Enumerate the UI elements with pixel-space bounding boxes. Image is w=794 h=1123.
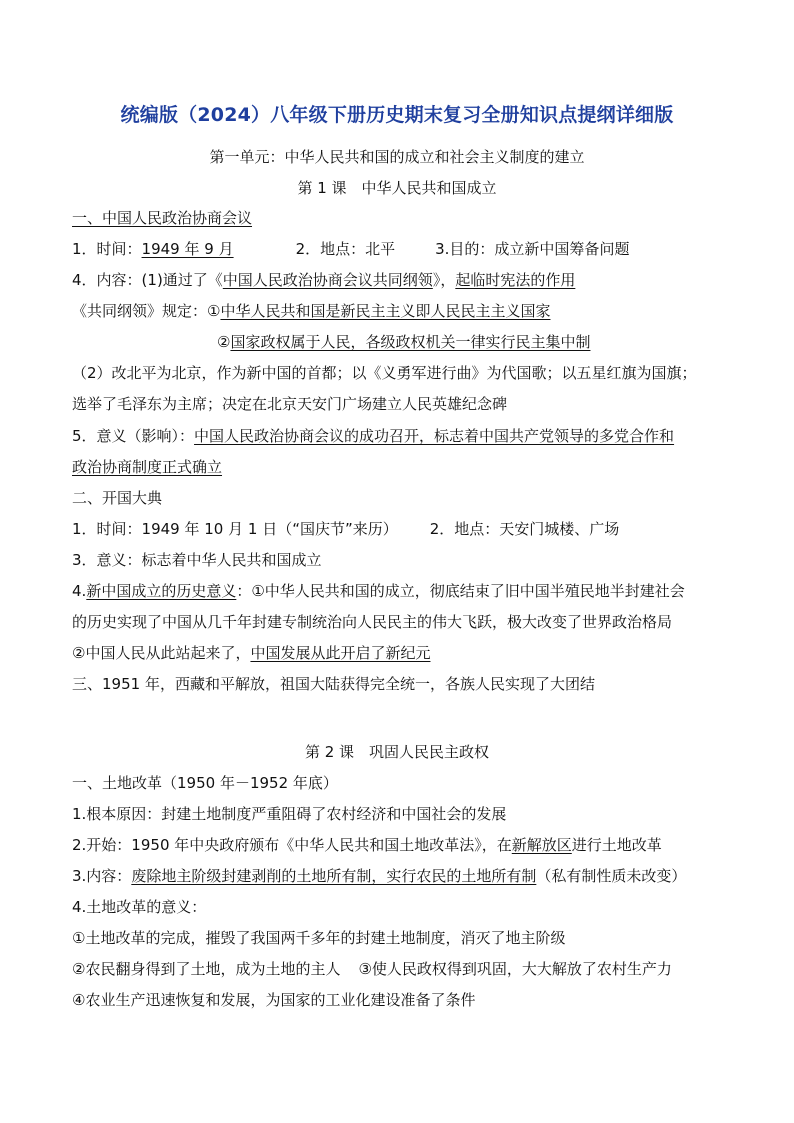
text-run: ②中国人民从此站起来了， [72, 644, 251, 662]
text-run: 2．地点：天安门城楼、广场 [429, 520, 620, 538]
underlined-text: 国家政权属于人民，各级政权机关一律实行民主集中制 [230, 333, 591, 351]
place-text: 2．地点：北平 [295, 240, 396, 258]
document-title: 统编版（2024）八年级下册历史期末复习全册知识点提纲详细版 [120, 104, 674, 126]
section-heading: 二、开国大典 [72, 489, 163, 507]
paragraph: （2）改北平为北京，作为新中国的首都；以《义勇军进行曲》为代国歌；以五星红旗为国旗； [72, 364, 697, 382]
paragraph: 三、1951 年，西藏和平解放，祖国大陆获得完全统一，各族人民实现了大团结 [72, 675, 595, 693]
paragraph: 3．意义：标志着中华人民共和国成立 [72, 551, 322, 569]
text-run: 4. [72, 582, 87, 600]
underlined-text: 废除地主阶级封建剥削的土地所有制，实行农民的土地所有制 [131, 867, 537, 885]
paragraph [72, 581, 685, 601]
text-run: 3.内容： [72, 867, 132, 885]
underlined-text: 政治协商制度正式确立 [72, 458, 223, 476]
paragraph: ①土地改革的完成，摧毁了我国两千多年的封建土地制度，消灭了地主阶级 [72, 929, 566, 947]
paragraph: 1.根本原因：封建土地制度严重阻碍了农村经济和中国社会的发展 [72, 805, 507, 823]
text-run: 5．意义（影响）： [72, 427, 195, 445]
time-value: 1949 年 9 月 [141, 240, 234, 258]
text-run: 》， [432, 271, 456, 289]
text-run: ③使人民政权得到巩固，大大解放了农村生产力 [358, 960, 672, 978]
text-run: 2.开始：1950 年中央政府颁布《中华人民共和国土地改革法》，在 [72, 836, 512, 854]
text-run: ②农民翻身得到了土地，成为土地的主人 [72, 960, 341, 978]
underlined-text: 中国发展从此开启了新纪元 [250, 644, 431, 662]
text-run: ② [217, 333, 231, 351]
text-run: 《共同纲领》规定：① [72, 302, 221, 320]
section-heading [72, 208, 252, 228]
paragraph [72, 519, 619, 539]
lesson1-heading: 第 1 课 中华人民共和国成立 [297, 179, 497, 197]
underlined-text: 中华人民共和国是新民主主义即人民民主主义国家 [220, 302, 551, 320]
paragraph: 的历史实现了中国从几千年封建专制统治向人民民主的伟大飞跃，极大改变了世界政治格局 [72, 613, 673, 631]
underlined-text: 新解放区 [511, 836, 572, 854]
text-run: 4．内容：(1)通过了《 [72, 271, 223, 289]
purpose-text: 3.目的：成立新中国筹备问题 [435, 240, 630, 258]
paragraph: 4.土地改革的意义： [72, 898, 207, 916]
underlined-text: 中国人民政治协商会议共同纲领 [222, 271, 433, 289]
paragraph: 选举了毛泽东为主席；决定在北京天安门广场建立人民英雄纪念碑 [72, 395, 508, 413]
section-heading: 一、土地改革（1950 年－1952 年底） [72, 774, 338, 792]
time-label: 1．时间： [72, 240, 142, 258]
paragraph [72, 959, 672, 979]
text-run: ：①中华人民共和国的成立，彻底结束了旧中国半殖民地半封建社会 [236, 582, 685, 600]
underlined-text: 中国人民政治协商会议的成功召开，标志着中国共产党领导的多党合作和 [194, 427, 675, 445]
underlined-text: 起临时宪法的作用 [455, 271, 576, 289]
paragraph [72, 643, 430, 663]
paragraph [72, 866, 686, 886]
text-run: 1．时间：1949 年 10 月 1 日（“国庆节”来历） [72, 520, 398, 538]
unit-heading: 第一单元：中华人民共和国的成立和社会主义制度的建立 [209, 148, 585, 166]
lesson2-heading: 第 2 课 巩固人民民主政权 [304, 743, 490, 761]
underlined-text: 新中国成立的历史意义 [86, 582, 237, 600]
paragraph [72, 835, 662, 855]
text-run: （私有制性质未改变） [536, 867, 687, 885]
paragraph [72, 239, 629, 259]
section-title-text: 一、中国人民政治协商会议 [72, 209, 253, 227]
paragraph [217, 332, 590, 352]
paragraph [72, 301, 550, 321]
paragraph: ④农业生产迅速恢复和发展，为国家的工业化建设准备了条件 [72, 991, 476, 1009]
text-run: 进行土地改革 [571, 836, 662, 854]
paragraph [72, 426, 674, 446]
paragraph [72, 457, 222, 477]
paragraph [72, 270, 575, 290]
